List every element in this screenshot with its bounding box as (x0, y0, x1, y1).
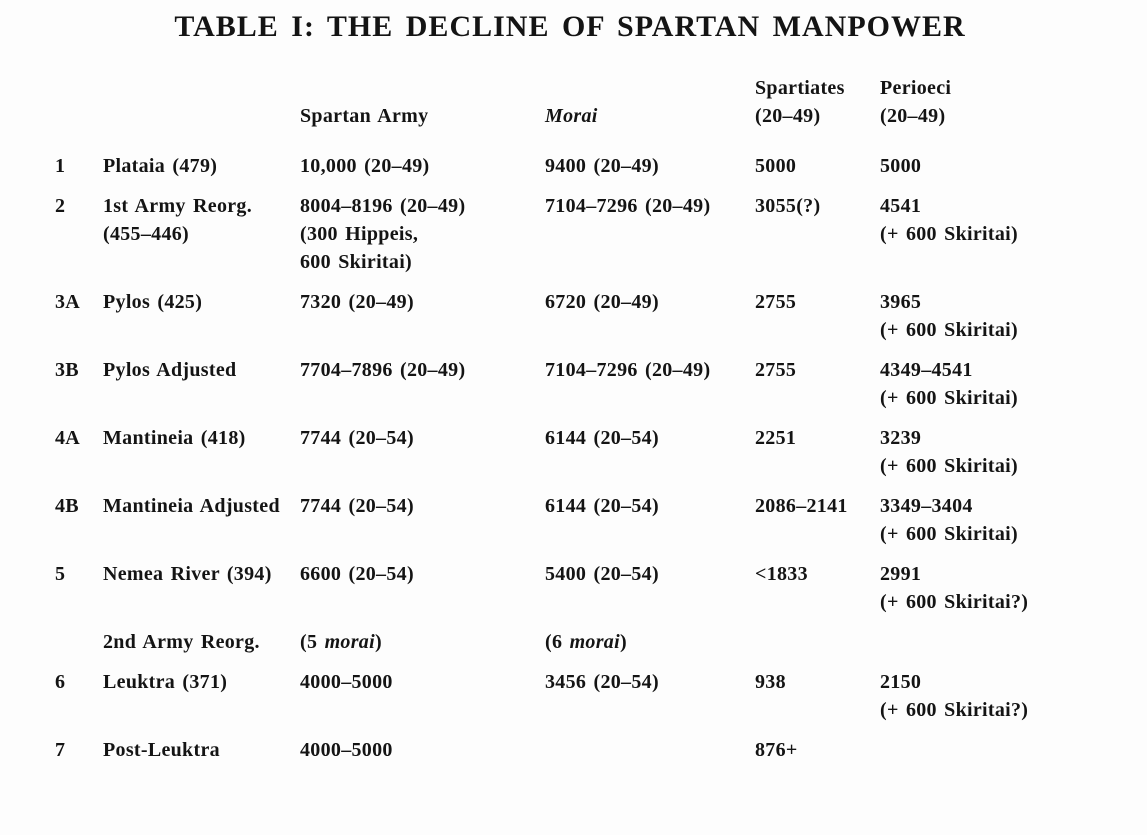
cell-line: 5000 (755, 155, 797, 177)
header-morai (545, 102, 755, 130)
table-row (55, 736, 1085, 764)
header-perioeci (880, 74, 1075, 130)
cell-spartan-army (300, 736, 545, 764)
cell-line: (5 morai) (300, 631, 382, 653)
cell-line: 10,000 (20–49) (300, 155, 430, 177)
cell-morai (545, 192, 755, 220)
cell-line: 3349–3404 (880, 495, 973, 517)
cell-line: 6 (55, 671, 66, 693)
cell-spartan-army (300, 492, 545, 520)
page-content (55, 10, 1085, 776)
cell-num (55, 424, 103, 452)
table-row (55, 424, 1085, 480)
cell-line: Nemea River (394) (103, 563, 272, 585)
cell-morai (545, 152, 755, 180)
cell-line: Pylos (425) (103, 291, 203, 313)
cell-perioeci (880, 356, 1075, 412)
cell-event (103, 736, 300, 764)
cell-event (103, 628, 300, 656)
table-header (55, 74, 1085, 130)
cell-line: 3B (55, 359, 79, 381)
cell-num (55, 560, 103, 588)
cell-perioeci (880, 736, 1075, 737)
cell-line: 5000 (880, 155, 922, 177)
table-row (55, 288, 1085, 344)
cell-line: 7744 (20–54) (300, 495, 414, 517)
cell-perioeci (880, 424, 1075, 480)
header-perioeci-range: (20–49) (880, 105, 946, 127)
cell-line: 600 Skiritai) (300, 251, 413, 273)
cell-line: 5400 (20–54) (545, 563, 659, 585)
cell-line: 2150 (880, 671, 922, 693)
cell-line: (+ 600 Skiritai) (880, 387, 1018, 409)
table-row (55, 152, 1085, 180)
cell-num (55, 628, 103, 629)
cell-spartan-army (300, 668, 545, 696)
cell-perioeci (880, 192, 1075, 248)
cell-num (55, 668, 103, 696)
table-body (55, 152, 1085, 764)
cell-spartiates (755, 152, 880, 180)
cell-line: Plataia (479) (103, 155, 218, 177)
cell-perioeci (880, 668, 1075, 724)
cell-line: 6600 (20–54) (300, 563, 414, 585)
cell-event (103, 492, 300, 520)
cell-line: 1st Army Reorg. (103, 195, 253, 217)
cell-line: (+ 600 Skiritai) (880, 319, 1018, 341)
cell-perioeci (880, 560, 1075, 616)
cell-event (103, 560, 300, 588)
cell-line: 7704–7896 (20–49) (300, 359, 466, 381)
header-spartan-army (300, 102, 545, 130)
cell-line: (+ 600 Skiritai) (880, 223, 1018, 245)
cell-line: 2251 (755, 427, 797, 449)
cell-morai (545, 628, 755, 656)
cell-line: 2755 (755, 359, 797, 381)
cell-line: 9400 (20–49) (545, 155, 659, 177)
cell-line: 2086–2141 (755, 495, 848, 517)
cell-line: 3239 (880, 427, 922, 449)
cell-line: 3965 (880, 291, 922, 313)
header-number (55, 129, 103, 130)
cell-line: 2nd Army Reorg. (103, 631, 260, 653)
cell-spartiates (755, 736, 880, 764)
cell-line: 5 (55, 563, 66, 585)
header-spartiates-label: Spartiates (755, 77, 845, 99)
cell-line: 4A (55, 427, 81, 449)
cell-num (55, 736, 103, 764)
header-perioeci-label: Perioeci (880, 77, 952, 99)
cell-spartan-army (300, 192, 545, 276)
cell-spartan-army (300, 560, 545, 588)
cell-event (103, 288, 300, 316)
table-row (55, 628, 1085, 656)
cell-line: 6144 (20–54) (545, 427, 659, 449)
cell-line: Mantineia (418) (103, 427, 246, 449)
cell-spartan-army (300, 288, 545, 316)
cell-line: (6 morai) (545, 631, 627, 653)
cell-num (55, 152, 103, 180)
cell-event (103, 668, 300, 696)
cell-num (55, 492, 103, 520)
cell-morai (545, 560, 755, 588)
cell-line: Pylos Adjusted (103, 359, 237, 381)
cell-line: 4349–4541 (880, 359, 973, 381)
cell-line: 6720 (20–49) (545, 291, 659, 313)
cell-morai (545, 492, 755, 520)
cell-line: <1833 (755, 563, 808, 585)
cell-line: 2755 (755, 291, 797, 313)
cell-morai (545, 288, 755, 316)
cell-spartiates (755, 628, 880, 629)
cell-perioeci (880, 492, 1075, 548)
table-row (55, 560, 1085, 616)
cell-spartan-army (300, 152, 545, 180)
cell-morai (545, 736, 755, 737)
cell-line: 7104–7296 (20–49) (545, 359, 711, 381)
cell-line: Post-Leuktra (103, 739, 220, 761)
cell-line: 7104–7296 (20–49) (545, 195, 711, 217)
cell-morai (545, 424, 755, 452)
cell-perioeci (880, 152, 1075, 180)
cell-num (55, 192, 103, 220)
table-row (55, 192, 1085, 276)
cell-line: 3055(?) (755, 195, 821, 217)
cell-line: 7 (55, 739, 66, 761)
cell-event (103, 192, 300, 248)
cell-line: 3A (55, 291, 81, 313)
cell-line: 4541 (880, 195, 922, 217)
cell-spartiates (755, 492, 880, 520)
cell-morai (545, 356, 755, 384)
cell-event (103, 424, 300, 452)
cell-spartiates (755, 668, 880, 696)
header-morai-label: Morai (545, 105, 598, 127)
cell-spartan-army (300, 356, 545, 384)
table-title: TABLE I: THE DECLINE OF SPARTAN MANPOWER (174, 10, 966, 43)
cell-line: (+ 600 Skiritai?) (880, 699, 1029, 721)
header-event (103, 129, 300, 130)
cell-line: 4B (55, 495, 79, 517)
cell-line: 3456 (20–54) (545, 671, 659, 693)
cell-line: (+ 600 Skiritai) (880, 523, 1018, 545)
cell-line: 2 (55, 195, 66, 217)
header-spartiates (755, 74, 880, 130)
header-spartiates-range: (20–49) (755, 105, 821, 127)
cell-line: 7320 (20–49) (300, 291, 414, 313)
cell-line: 8004–8196 (20–49) (300, 195, 466, 217)
cell-line: (455–446) (103, 223, 190, 245)
cell-line: Leuktra (371) (103, 671, 228, 693)
cell-line: 7744 (20–54) (300, 427, 414, 449)
cell-line: (+ 600 Skiritai) (880, 455, 1018, 477)
cell-spartiates (755, 424, 880, 452)
cell-line: 1 (55, 155, 66, 177)
cell-line: (300 Hippeis, (300, 223, 419, 245)
header-spartan-army-label: Spartan Army (300, 105, 429, 127)
cell-perioeci (880, 288, 1075, 344)
cell-line: 938 (755, 671, 786, 693)
cell-spartiates (755, 192, 880, 220)
cell-spartiates (755, 356, 880, 384)
cell-num (55, 288, 103, 316)
cell-spartan-army (300, 628, 545, 656)
cell-perioeci (880, 628, 1075, 629)
cell-event (103, 152, 300, 180)
cell-morai (545, 668, 755, 696)
cell-event (103, 356, 300, 384)
cell-line: Mantineia Adjusted (103, 495, 280, 517)
cell-line: (+ 600 Skiritai?) (880, 591, 1029, 613)
cell-line: 876+ (755, 739, 798, 761)
cell-line: 2991 (880, 563, 922, 585)
table-row (55, 492, 1085, 548)
cell-spartiates (755, 560, 880, 588)
table-row (55, 356, 1085, 412)
cell-line: 6144 (20–54) (545, 495, 659, 517)
cell-line: 4000–5000 (300, 739, 393, 761)
cell-num (55, 356, 103, 384)
cell-line: 4000–5000 (300, 671, 393, 693)
cell-spartiates (755, 288, 880, 316)
table-row (55, 668, 1085, 724)
cell-spartan-army (300, 424, 545, 452)
